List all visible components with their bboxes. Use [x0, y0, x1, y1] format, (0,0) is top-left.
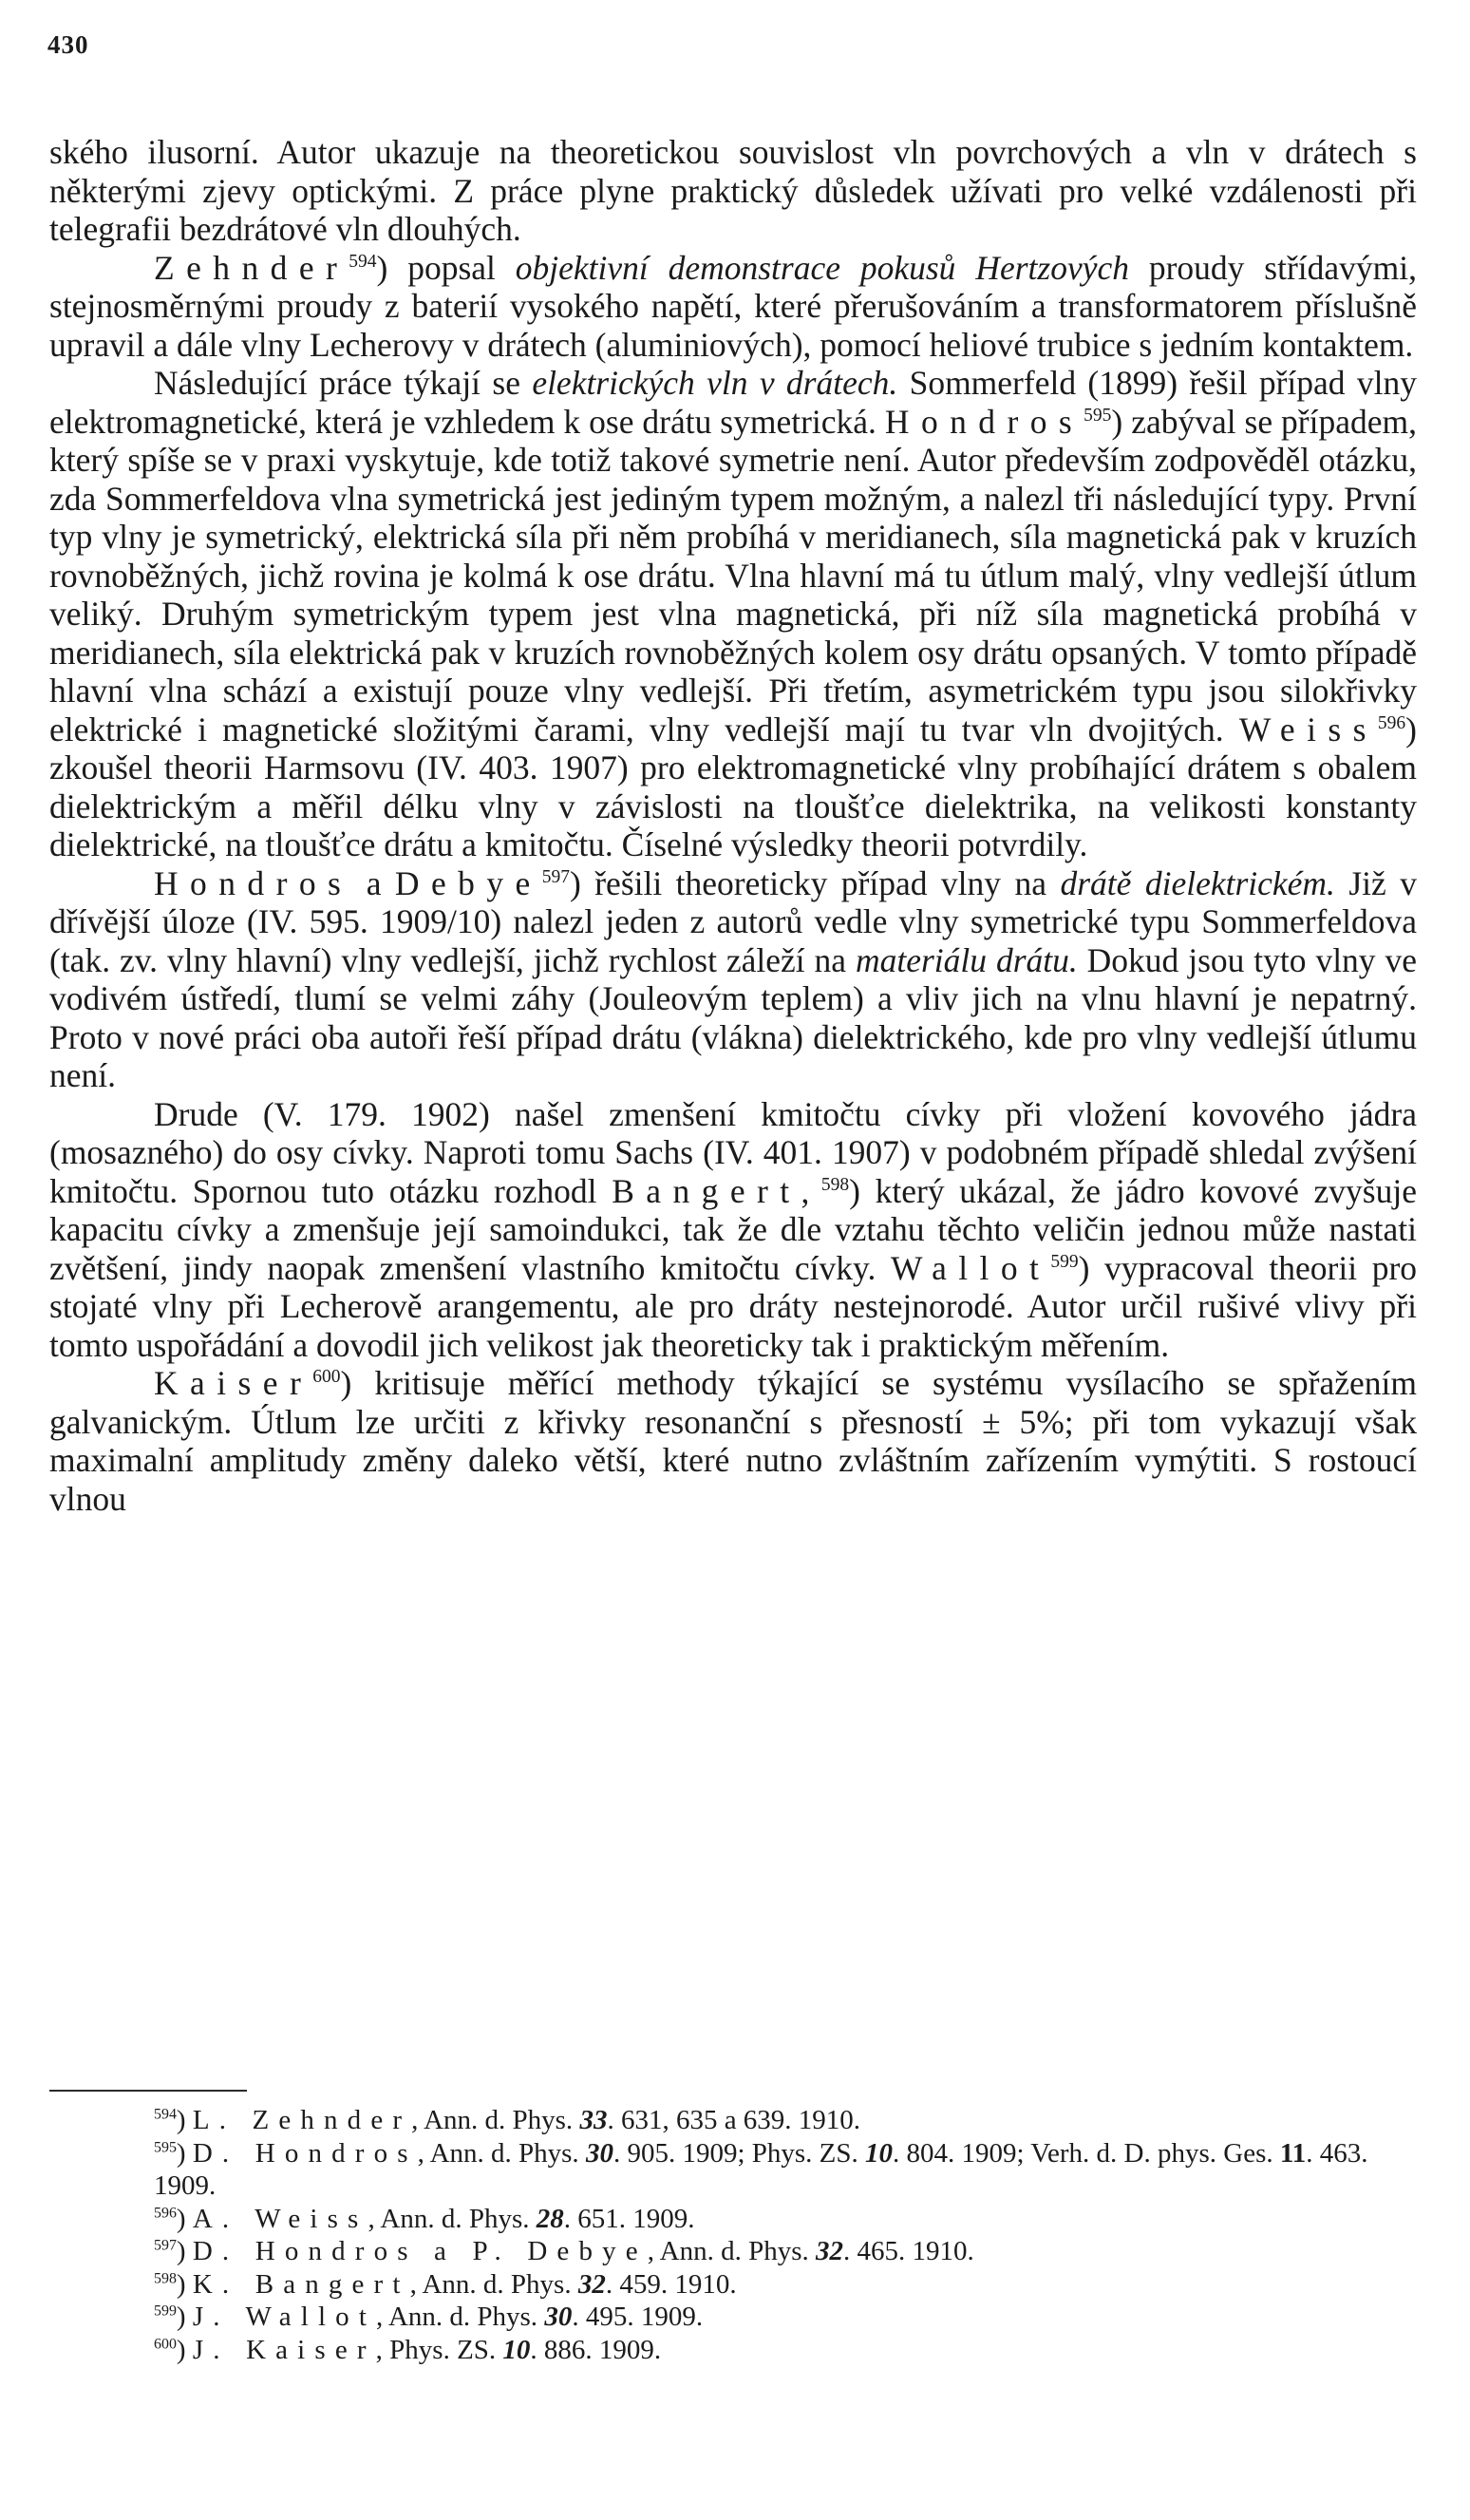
author-name: Weiss [1238, 710, 1378, 748]
paragraph-p6 [49, 1364, 1417, 1518]
footnote-text: , Ann. d. Phys. [411, 2105, 580, 2135]
footnote-text: , Ann. d. Phys. [417, 2137, 586, 2169]
text-run: proudy střídavými, stejnosměrnými proudy z baterií vysokého napětí, které přerušováním a transformatorem příslušně upravil a dále vlny Lecherovy v drátech (aluminiových), pomocí heliové trubice s jedním kontaktem. [49, 248, 1417, 364]
text-run: ) kritisuje měřící methody týkající se systému vysílacího se spřažením galvanickým. Útlum lze určiti z křivky resonanční s přesností ± 5%; při tom vykazují však maximalní amplitudy změny daleko větší, které nutno zvláštním zařízením vymýtiti. S rostoucí vlnou [49, 1364, 1417, 1518]
text-run: ) zabýval se případem, který spíše se v praxi vyskytuje, kde totiž takové symetrie není. Autor především zodpověděl otázku, zda Sommerfeldova vlna symetrická jest jediným typem možným, a nalezl tři následující typy. První typ vlny je symetrický, elektrická síla při něm probíhá v meridianech, síla magnetická pak v kruzích rovnoběžných, jichž rovina je kolmá k ose drátu. Vlna hlavní má tu útlum malý, vlny vedlejší útlum veliký. Druhým symetrickým typem jest vlna magnetická, při níž síla magnetická probíhá v meridianech, síla elektrická pak v kruzích rovnoběžných kolem osy drátu opsaných. V tomto případě hlavní vlna schází a existují pouze vlny vedlejší. Při třetím, asymetrickém typu jsou silokřivky elektrické i magnetické složitými čarami, vlny vedlejší mají tu tvar vln dvojitých. [49, 402, 1417, 748]
footnote-separator [49, 2090, 247, 2092]
footnote-text: , Ann. d. Phys. [647, 2236, 817, 2266]
footnote-mark: 595 [154, 2138, 177, 2155]
footnote-volume: 28 [536, 2203, 564, 2234]
body-text [49, 133, 1417, 1518]
footnote-mark: 597 [154, 2237, 177, 2254]
footnote-text: , Ann. d. Phys. [376, 2302, 545, 2332]
text-run: Sommerfeld (1899) řešil případ vlny elektromagnetické, která je vzhledem k ose drátu symetrická. [49, 364, 1417, 441]
author-name: Zehnder [154, 248, 349, 287]
paragraph-p5 [49, 1095, 1417, 1365]
footnote-595: $^{595}$) D. Hondros, Ann. d. Phys. 30. 905. 1909; Phys. ZS. 10. 804. 1909; Verh. d. D. phys. Ges. 11. 463. 1909. [154, 2137, 1368, 2201]
emphasis-text: objektivní demonstrace pokusů Hertzových [515, 248, 1129, 287]
emphasis-text: drátě dielektrickém. [1060, 863, 1335, 902]
footnote-mark: 594 [154, 2106, 177, 2123]
footnote-volume: 10 [502, 2334, 531, 2365]
footnote-text: , Ann. d. Phys. [368, 2203, 537, 2234]
footnote-volume: 10 [865, 2137, 894, 2169]
text-run: ) vypracoval theorii pro stojaté vlny při Lecherově arangementu, ale pro dráty nestejnorodé. Autor určil rušivé vlivy při tomto uspořádání a dovodil jich velikost jak theoreticky tak i praktickým měřením. [49, 1248, 1418, 1364]
text-run: Již v dřívější úloze (IV. 595. 1909/10) nalezl jeden z autorů vedle vlny symetrické typu Sommerfeldova (tak. zv. vlny hlavní) vlny vedlejší, jichž rychlost záleží na [49, 863, 1417, 979]
footnote-ref: 595 [1084, 405, 1112, 426]
footnote-text: . 465. 1910. [843, 2236, 974, 2266]
text-run: ) zkoušel theorii Harmsovu (IV. 403. 1907) pro elektromagnetické vlny probíhající drátem s obalem dielektrickým a měřil délku vlny v závislosti na tloušťce dielektrika, na velikosti konstanty dielektrické, na tloušťce drátu a kmitočtu. Číselné výsledky theorii potvrdily. [49, 710, 1417, 863]
footnote-text: . 905. 1909; Phys. ZS. [612, 2137, 866, 2169]
footnote-author: J. Wallot [192, 2302, 377, 2332]
footnote-ref: 598 [820, 1174, 850, 1195]
footnote-volume: 30 [585, 2137, 613, 2169]
text-run: ) který ukázal, že jádro kovové zvyšuje kapacitu cívky a zmenšuje její samoindukci, tak že dle vztahu těchto veličin jednou může nastati zvětšení, jindy naopak zmenšení vlastního kmitočtu cívky. [49, 1171, 1417, 1287]
footnote-ref: 599 [1050, 1251, 1079, 1272]
footnote-ref: 597 [541, 866, 570, 887]
footnote-599: $^{599}$) J. Wallot, Ann. d. Phys. 30. 495. 1909. [154, 2302, 704, 2332]
author-name: Kaiser [154, 1364, 313, 1402]
footnote-text: . 459. 1910. [605, 2268, 737, 2300]
footnote-author: L. Zehnder [192, 2105, 412, 2135]
footnote-598: $^{598}$) K. Bangert, Ann. d. Phys. 32. 459. 1910. [154, 2268, 737, 2300]
emphasis-text: elektrických vln v drátech. [532, 364, 898, 402]
footnote-ref: 600 [312, 1367, 341, 1388]
footnote-volume: 11 [1279, 2137, 1307, 2169]
text-run: ského ilusorní. Autor ukazuje na theoretickou souvislost vln povrchových a vln v drátech s některými zjevy optickými. Z práce plyne praktický důsledek užívati pro velké vzdálenosti při telegrafii bezdrátové vln dlouhých. [49, 133, 1417, 248]
footnote-600: $^{600}$) J. Kaiser, Phys. ZS. 10. 886. 1909. [154, 2334, 662, 2365]
footnote-volume: 32 [816, 2236, 844, 2266]
author-name: Hondros [884, 402, 1084, 441]
footnote-597: $^{597}$) D. Hondros a P. Debye, Ann. d. Phys. 32. 465. 1910. [154, 2236, 974, 2266]
footnote-mark: 596 [154, 2204, 177, 2221]
footnote-text: . 495. 1909. [572, 2302, 704, 2332]
footnote-volume: 32 [577, 2268, 606, 2300]
footnote-mark: 598 [154, 2269, 177, 2286]
footnote-text: . 463. 1909. [154, 2137, 1368, 2201]
footnote-ref: 594 [349, 251, 377, 272]
footnote-author: J. Kaiser [192, 2334, 376, 2365]
footnote-mark: 600 [154, 2335, 177, 2352]
footnote-text: , Ann. d. Phys. [409, 2268, 578, 2300]
text-run: ) popsal [376, 248, 516, 287]
author-name: Debye [394, 863, 542, 902]
paragraph-p1 [49, 133, 1417, 249]
footnote-text: . 631, 635 a 639. 1910. [607, 2105, 861, 2135]
footnote-author: A. Weiss [192, 2203, 368, 2234]
paragraph-p2 [49, 249, 1417, 365]
paragraph-p3 [49, 364, 1417, 864]
footnote-mark: 599 [154, 2302, 177, 2320]
footnote-text: . 886. 1909. [530, 2334, 662, 2365]
footnote-text: . 651. 1909. [563, 2203, 695, 2234]
author-name: Bangert, [612, 1171, 821, 1210]
author-name: Hondros [154, 863, 353, 902]
emphasis-text: materiálu drátu. [855, 940, 1078, 979]
author-name: Wallot [891, 1248, 1051, 1287]
footnote-volume: 30 [544, 2302, 573, 2332]
footnote-author: D. Hondros [192, 2137, 418, 2169]
page-number: 430 [47, 30, 89, 59]
footnote-text: . 804. 1909; Verh. d. D. phys. Ges. [893, 2137, 1280, 2169]
footnote-596: $^{596}$) A. Weiss, Ann. d. Phys. 28. 651. 1909. [154, 2203, 695, 2234]
footnote-volume: 33 [579, 2105, 608, 2135]
text-run: ) řešili theoreticky případ vlny na [569, 863, 1061, 902]
footnote-ref: 596 [1377, 712, 1406, 733]
footnote-text: , Phys. ZS. [375, 2334, 503, 2365]
paragraph-p4 [49, 864, 1417, 1095]
text-run: Drude (V. 179. 1902) našel zmenšení kmitočtu cívky při vložení kovového jádra (mosazného) do osy cívky. Naproti tomu Sachs (IV. 401. 1907) v podobném případě shledal zvýšení kmitočtu. Spornou tuto otázku rozhodl [49, 1094, 1417, 1210]
text-run: Dokud jsou tyto vlny ve vodivém ústředí, tlumí se velmi záhy (Jouleovým teplem) a vliv jich na vlnu hlavní je nepatrný. Proto v nové práci oba autoři řeší případ drátu (vlákna) dielektrického, kde pro vlny vedlejší útlumu není. [49, 940, 1417, 1094]
footnote-author: D. Hondros a P. Debye [192, 2236, 648, 2266]
footnotes [49, 2104, 1417, 2366]
footnote-594: $^{594}$) L. Zehnder, Ann. d. Phys. 33. 631, 635 a 639. 1910. [154, 2105, 861, 2135]
footnote-author: K. Bangert [192, 2268, 410, 2300]
text-run: Následující práce týkají se [154, 364, 533, 402]
text-run: a [352, 863, 395, 902]
